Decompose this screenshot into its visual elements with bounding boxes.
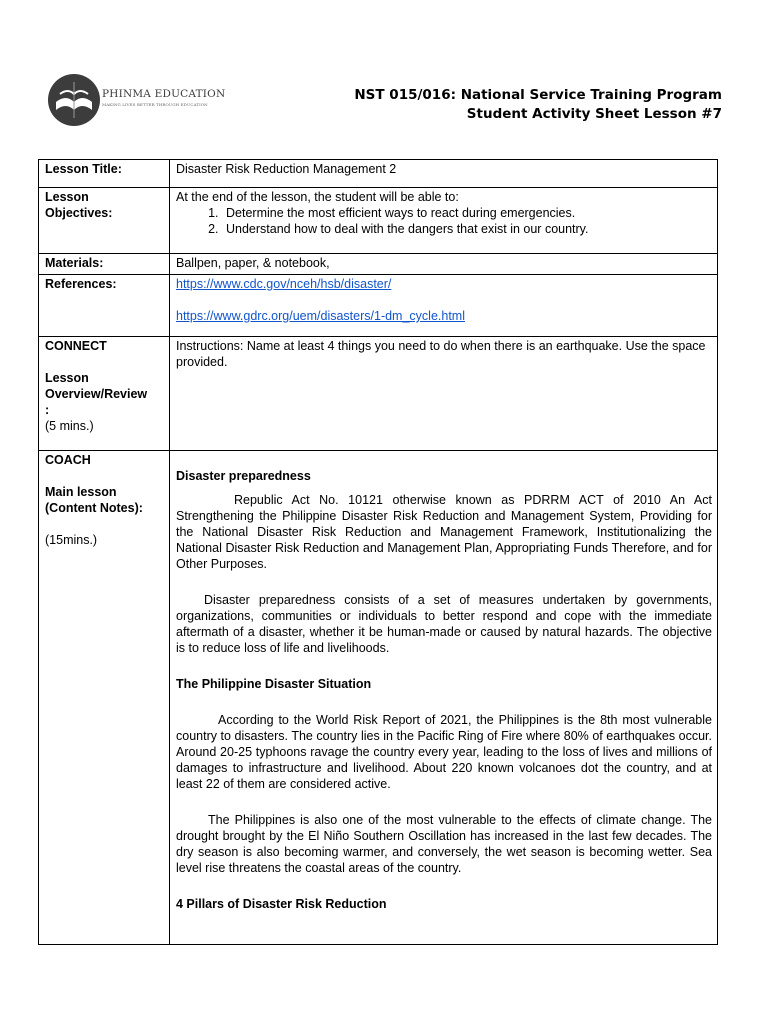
coach-label [39,451,170,945]
reference-link-cdc[interactable]: https://www.cdc.gov/nceh/hsb/disaster/ [176,277,392,291]
coach-sub1: Main lesson [45,485,117,499]
row-references [39,275,718,337]
coach-sub2: (Content Notes): [45,501,143,515]
heading-disaster-preparedness: Disaster preparedness [176,469,311,483]
objective-item: 2. Understand how to deal with the dangers that exist in our country. [222,221,712,237]
para-world-risk-report: According to the World Risk Report of 2021, the Philippines is the 8th most vulnerable country to disasters. The country lies in the Pacific Ring of Fire where 80% of earthquakes occur. Around 20-25 typhoons ravage the country every year, leading to the loss of lives and millions of damages to infrastructure and livelihood. About 220 known volcanoes dot the country, and at least 22 of them are considered active. [176,713,712,791]
lesson-title-value: Disaster Risk Reduction Management 2 [170,160,718,188]
row-connect [39,337,718,451]
para-climate-change: The Philippines is also one of the most vulnerable to the effects of climate change. The drought brought by the El Niño Southern Oscillation has increased in the last few decades. The dry season is also becoming warmer, and conversely, the wet season is becoming wetter. Sea level rise threatens the coastal areas of the country. [176,813,712,875]
phinma-logo-icon [46,72,102,128]
objectives-label-line1: Lesson [45,190,89,204]
connect-time: (5 mins.) [45,419,94,433]
brand-tagline: MAKING LIVES BETTER THROUGH EDUCATION [102,102,208,107]
heading-4-pillars: 4 Pillars of Disaster Risk Reduction [176,897,387,911]
heading-philippine-situation: The Philippine Disaster Situation [176,677,372,691]
para-ra-10121: Republic Act No. 10121 otherwise known as PDRRM ACT of 2010 An Act Strengthening the Philippine Disaster Risk Reduction and Management System, Providing for the National Disaster Risk Reduction and Management Framework, Institutionalizing the National Disaster Risk Reduction and Management Plan, Appropriating Funds Therefore, and for Other Purposes. [176,493,712,571]
objectives-label [39,188,170,254]
connect-sub3: : [45,403,50,417]
connect-sub2: Overview/Review [45,387,148,401]
page-header [0,0,768,140]
phinma-logo [46,72,246,132]
objectives-list [176,205,712,237]
references-content [170,275,718,337]
sheet-title: Student Activity Sheet Lesson #7 [466,106,722,122]
row-lesson-title [39,160,718,188]
brand-name: PHINMA EDUCATION [102,88,226,100]
row-coach [39,451,718,945]
lesson-title-label: Lesson Title: [39,160,170,188]
references-label: References: [39,275,170,337]
objectives-content [170,188,718,254]
objective-item: 1. Determine the most efficient ways to react during emergencies. [222,205,712,221]
course-title: NST 015/016: National Service Training Program [354,87,722,103]
activity-sheet-table [38,159,718,945]
objectives-intro: At the end of the lesson, the student will be able to: [176,190,459,204]
coach-time: (15mins.) [45,533,98,547]
connect-instructions: Instructions: Name at least 4 things you need to do when there is an earthquake. Use the space provided. [170,337,718,451]
materials-label: Materials: [39,254,170,275]
connect-heading: CONNECT [45,339,107,353]
materials-value: Ballpen, paper, & notebook, [170,254,718,275]
para-preparedness-definition: Disaster preparedness consists of a set of measures undertaken by governments, organizations, communities or individuals to better respond and cope with the immediate aftermath of a disaster, whether it be human-made or caused by natural hazards. The objective is to reduce loss of life and livelihoods. [176,593,712,655]
reference-link-gdrc[interactable]: https://www.gdrc.org/uem/disasters/1-dm_cycle.html [176,309,465,323]
connect-label [39,337,170,451]
coach-content [170,451,718,945]
row-objectives [39,188,718,254]
row-materials [39,254,718,275]
objectives-label-line2: Objectives: [45,206,113,220]
connect-sub1: Lesson [45,371,89,385]
coach-heading: COACH [45,453,91,467]
